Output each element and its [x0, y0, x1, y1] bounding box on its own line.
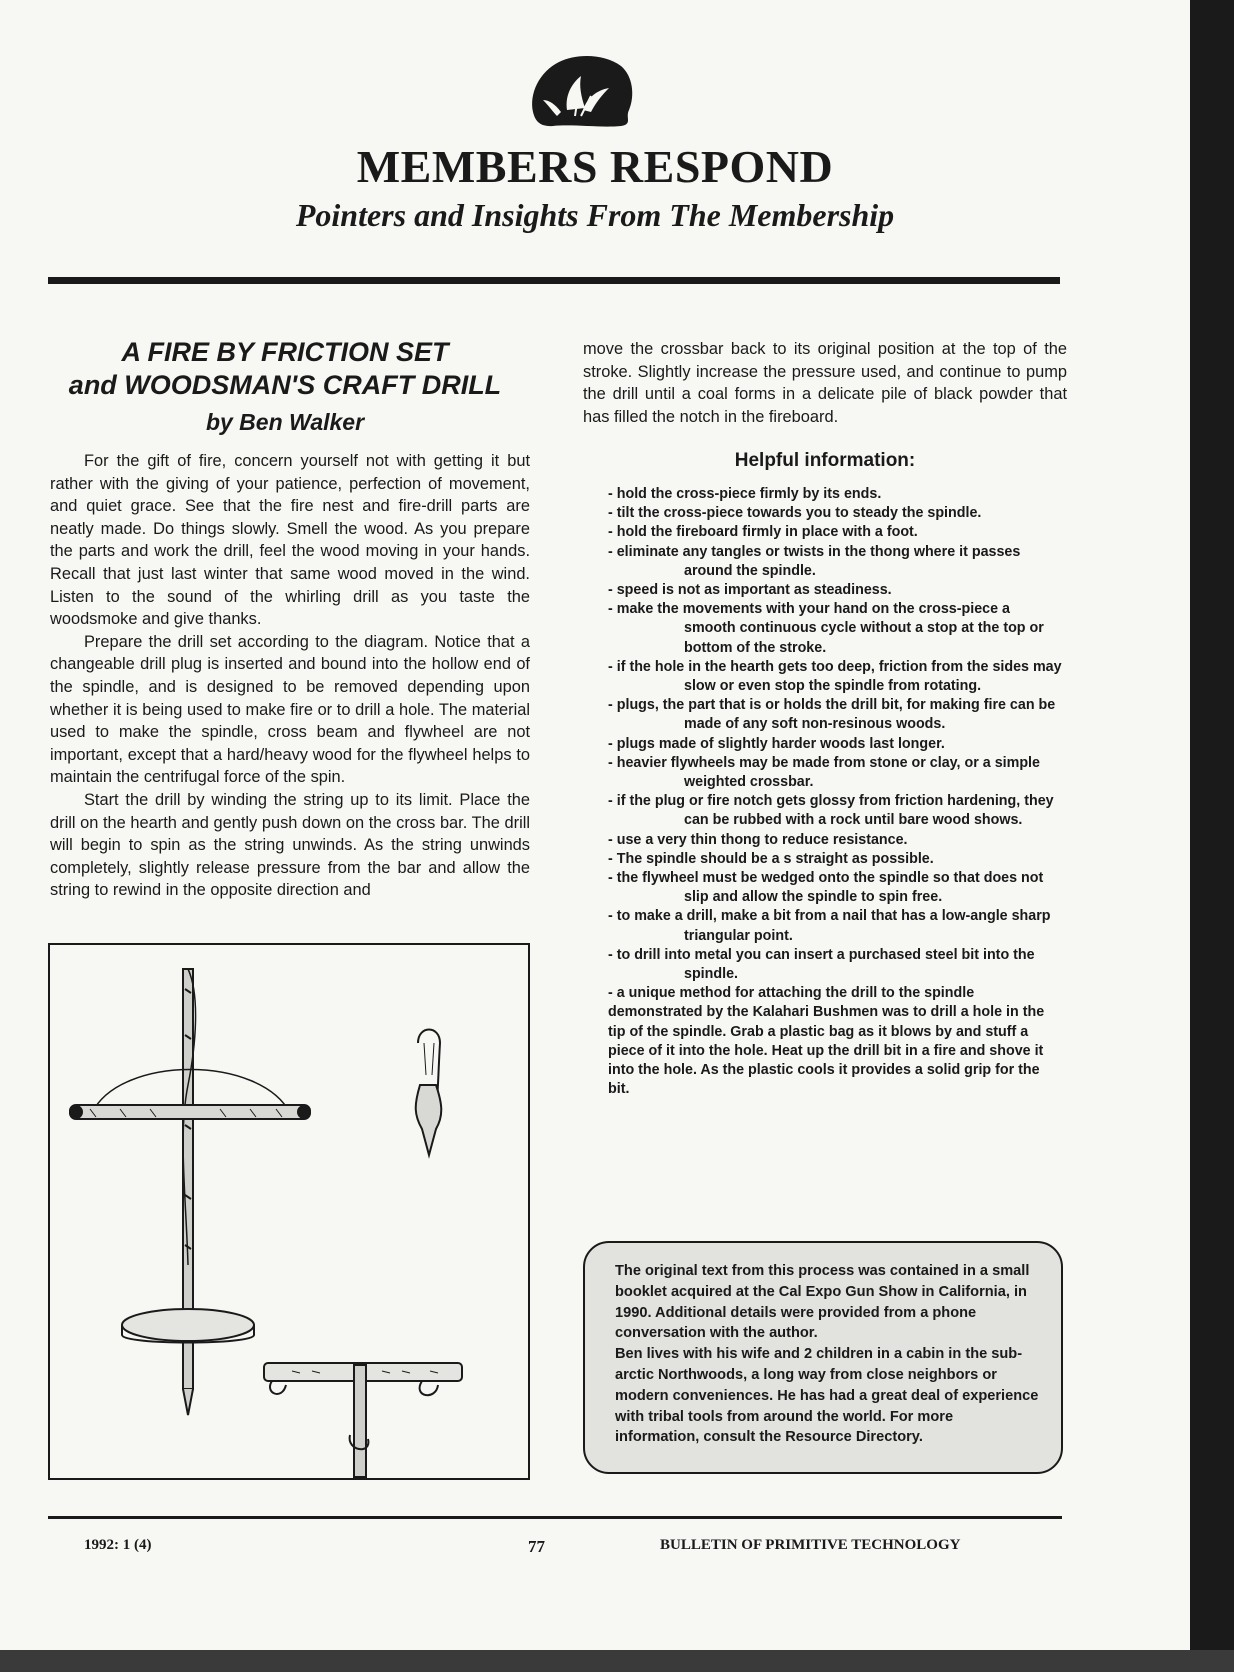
page-title: MEMBERS RESPOND — [356, 141, 834, 192]
tip-item: - eliminate any tangles or twists in the thong where it passes around the spindle. — [608, 543, 1021, 579]
footer-rule — [48, 1516, 1062, 1519]
article-title-line-1: A FIRE BY FRICTION SET — [121, 337, 449, 367]
scan-edge-right — [1190, 0, 1234, 1672]
author-bio: Ben lives with his wife and 2 children in a cabin in the sub-arctic Northwoods, a long way from close neighbors or modern conveniences. He has had a great deal of experience with tribal tools from around the world. For more information, consult the Resource Directory. — [615, 1346, 1039, 1446]
tip-item: - plugs made of slightly harder woods last longer. — [608, 735, 945, 752]
tip-item: - make the movements with your hand on the cross-piece a smooth continuous cycle without a stop at the top or bottom of the stroke. — [608, 601, 1044, 656]
helpful-tips-list — [608, 485, 1063, 1100]
tip-item: - to make a drill, make a bit from a nail that has a low-angle sharp triangular point. — [608, 908, 1051, 944]
tip-item: - plugs, the part that is or holds the drill bit, for making fire can be made of any soft non-resinous woods. — [608, 697, 1056, 733]
tip-item: - heavier flywheels may be made from stone or clay, or a simple weighted crossbar. — [608, 754, 1040, 791]
tip-item-final: - a unique method for attaching the drill to the spindle demonstrated by the Kalahari Bushmen was to drill a hole in the tip of the spindle. Grab a plastic bag as it blows by and stuff a piece of it into the hole. Heat up the drill bit in a fire and shove it into the hole. As the plastic cools it provides a solid grip for the bit. — [608, 985, 1045, 1098]
helpful-heading: Helpful information: — [734, 450, 916, 471]
tip-item: - if the hole in the hearth gets too deep, friction from the sides may slow or even stop the spindle from rotating. — [608, 658, 1062, 695]
source-note: The original text from this process was contained in a small booklet acquired at the Cal Expo Gun Show in California, in 1990. Additional details were provided from a phone conversation with the author. — [615, 1263, 1030, 1342]
drill-diagram-figure — [48, 943, 530, 1480]
tip-item: - hold the fireboard firmly in place with a foot. — [608, 524, 918, 541]
crossbar-illustration — [264, 1363, 462, 1477]
header-rule — [48, 277, 1060, 284]
scan-edge-bottom — [0, 1650, 1234, 1672]
drill-diagram-drawing — [50, 945, 528, 1478]
issue-label: 1992: 1 (4) — [84, 1537, 152, 1553]
article-byline: by Ben Walker — [205, 409, 365, 435]
article-continuation: move the crossbar back to its original position at the top of the stroke. Slightly increase the pressure used, and continue to pump the drill until a coal forms in a delicate pile of black powder that has filled the notch in the fireboard. — [583, 340, 1067, 426]
tip-item: - hold the cross-piece firmly by its ends. — [608, 486, 882, 502]
tip-item: - if the plug or fire notch gets glossy from friction hardening, they can be rubbed with a rock until bare wood shows. — [608, 793, 1054, 829]
author-info-box — [583, 1241, 1063, 1474]
tip-item: - tilt the cross-piece towards you to steady the spindle. — [608, 505, 982, 522]
page-number: 77 — [528, 1537, 545, 1556]
article-body-left — [50, 450, 530, 902]
page-subtitle: Pointers and Insights From The Membership — [295, 197, 895, 233]
article-paragraph: Prepare the drill set according to the diagram. Notice that a changeable drill plug is inserted and bound into the hollow end of the spindle, and is designed to be removed depending upon whether it is being used to make fire or to drill a hole. The material used to make the spindle, cross beam and flywheel are not important, except that a hard/heavy wood for the flywheel helps to maintain the centrifugal force of the spin. — [50, 632, 530, 787]
pump-drill-illustration — [70, 969, 310, 1415]
article-title-line-2: and WOODSMAN'S CRAFT DRILL — [68, 370, 502, 400]
tip-item: - the flywheel must be wedged onto the spindle so that does not slip and allow the spindle to spin free. — [608, 870, 1044, 906]
article-title — [48, 336, 522, 402]
tip-item: - The spindle should be a s straight as possible. — [608, 850, 934, 867]
article-paragraph: Start the drill by winding the string up to its limit. Place the drill on the hearth and gently push down on the cross bar. The drill will begin to spin as the string unwinds. As the string unwinds completely, slightly release pressure from the bar and allow the string to rewind in the opposite direction and — [50, 790, 530, 900]
drill-plug-illustration — [416, 1030, 442, 1156]
tip-item: - to drill into metal you can insert a purchased steel bit into the spindle. — [608, 946, 1035, 983]
tip-item: - speed is not as important as steadiness. — [608, 582, 892, 599]
tip-item: - use a very thin thong to reduce resistance. — [608, 831, 908, 848]
emblem-logo-icon — [525, 50, 637, 130]
article-paragraph: For the gift of fire, concern yourself not with getting it but rather with the giving of your patience, perfection of movement, and quiet grace. See that the fire nest and fire-drill parts are neatly made. Do things slowly. Smell the wood. As you prepare the parts and work the drill, feel the wood moving in your hands. Recall that just last winter that same wood moved in the wind. Listen to the sound of the whirling drill as you taste the woodsmoke and give thanks. — [50, 452, 530, 629]
publication-name: BULLETIN OF PRIMITIVE TECHNOLOGY — [660, 1537, 961, 1553]
